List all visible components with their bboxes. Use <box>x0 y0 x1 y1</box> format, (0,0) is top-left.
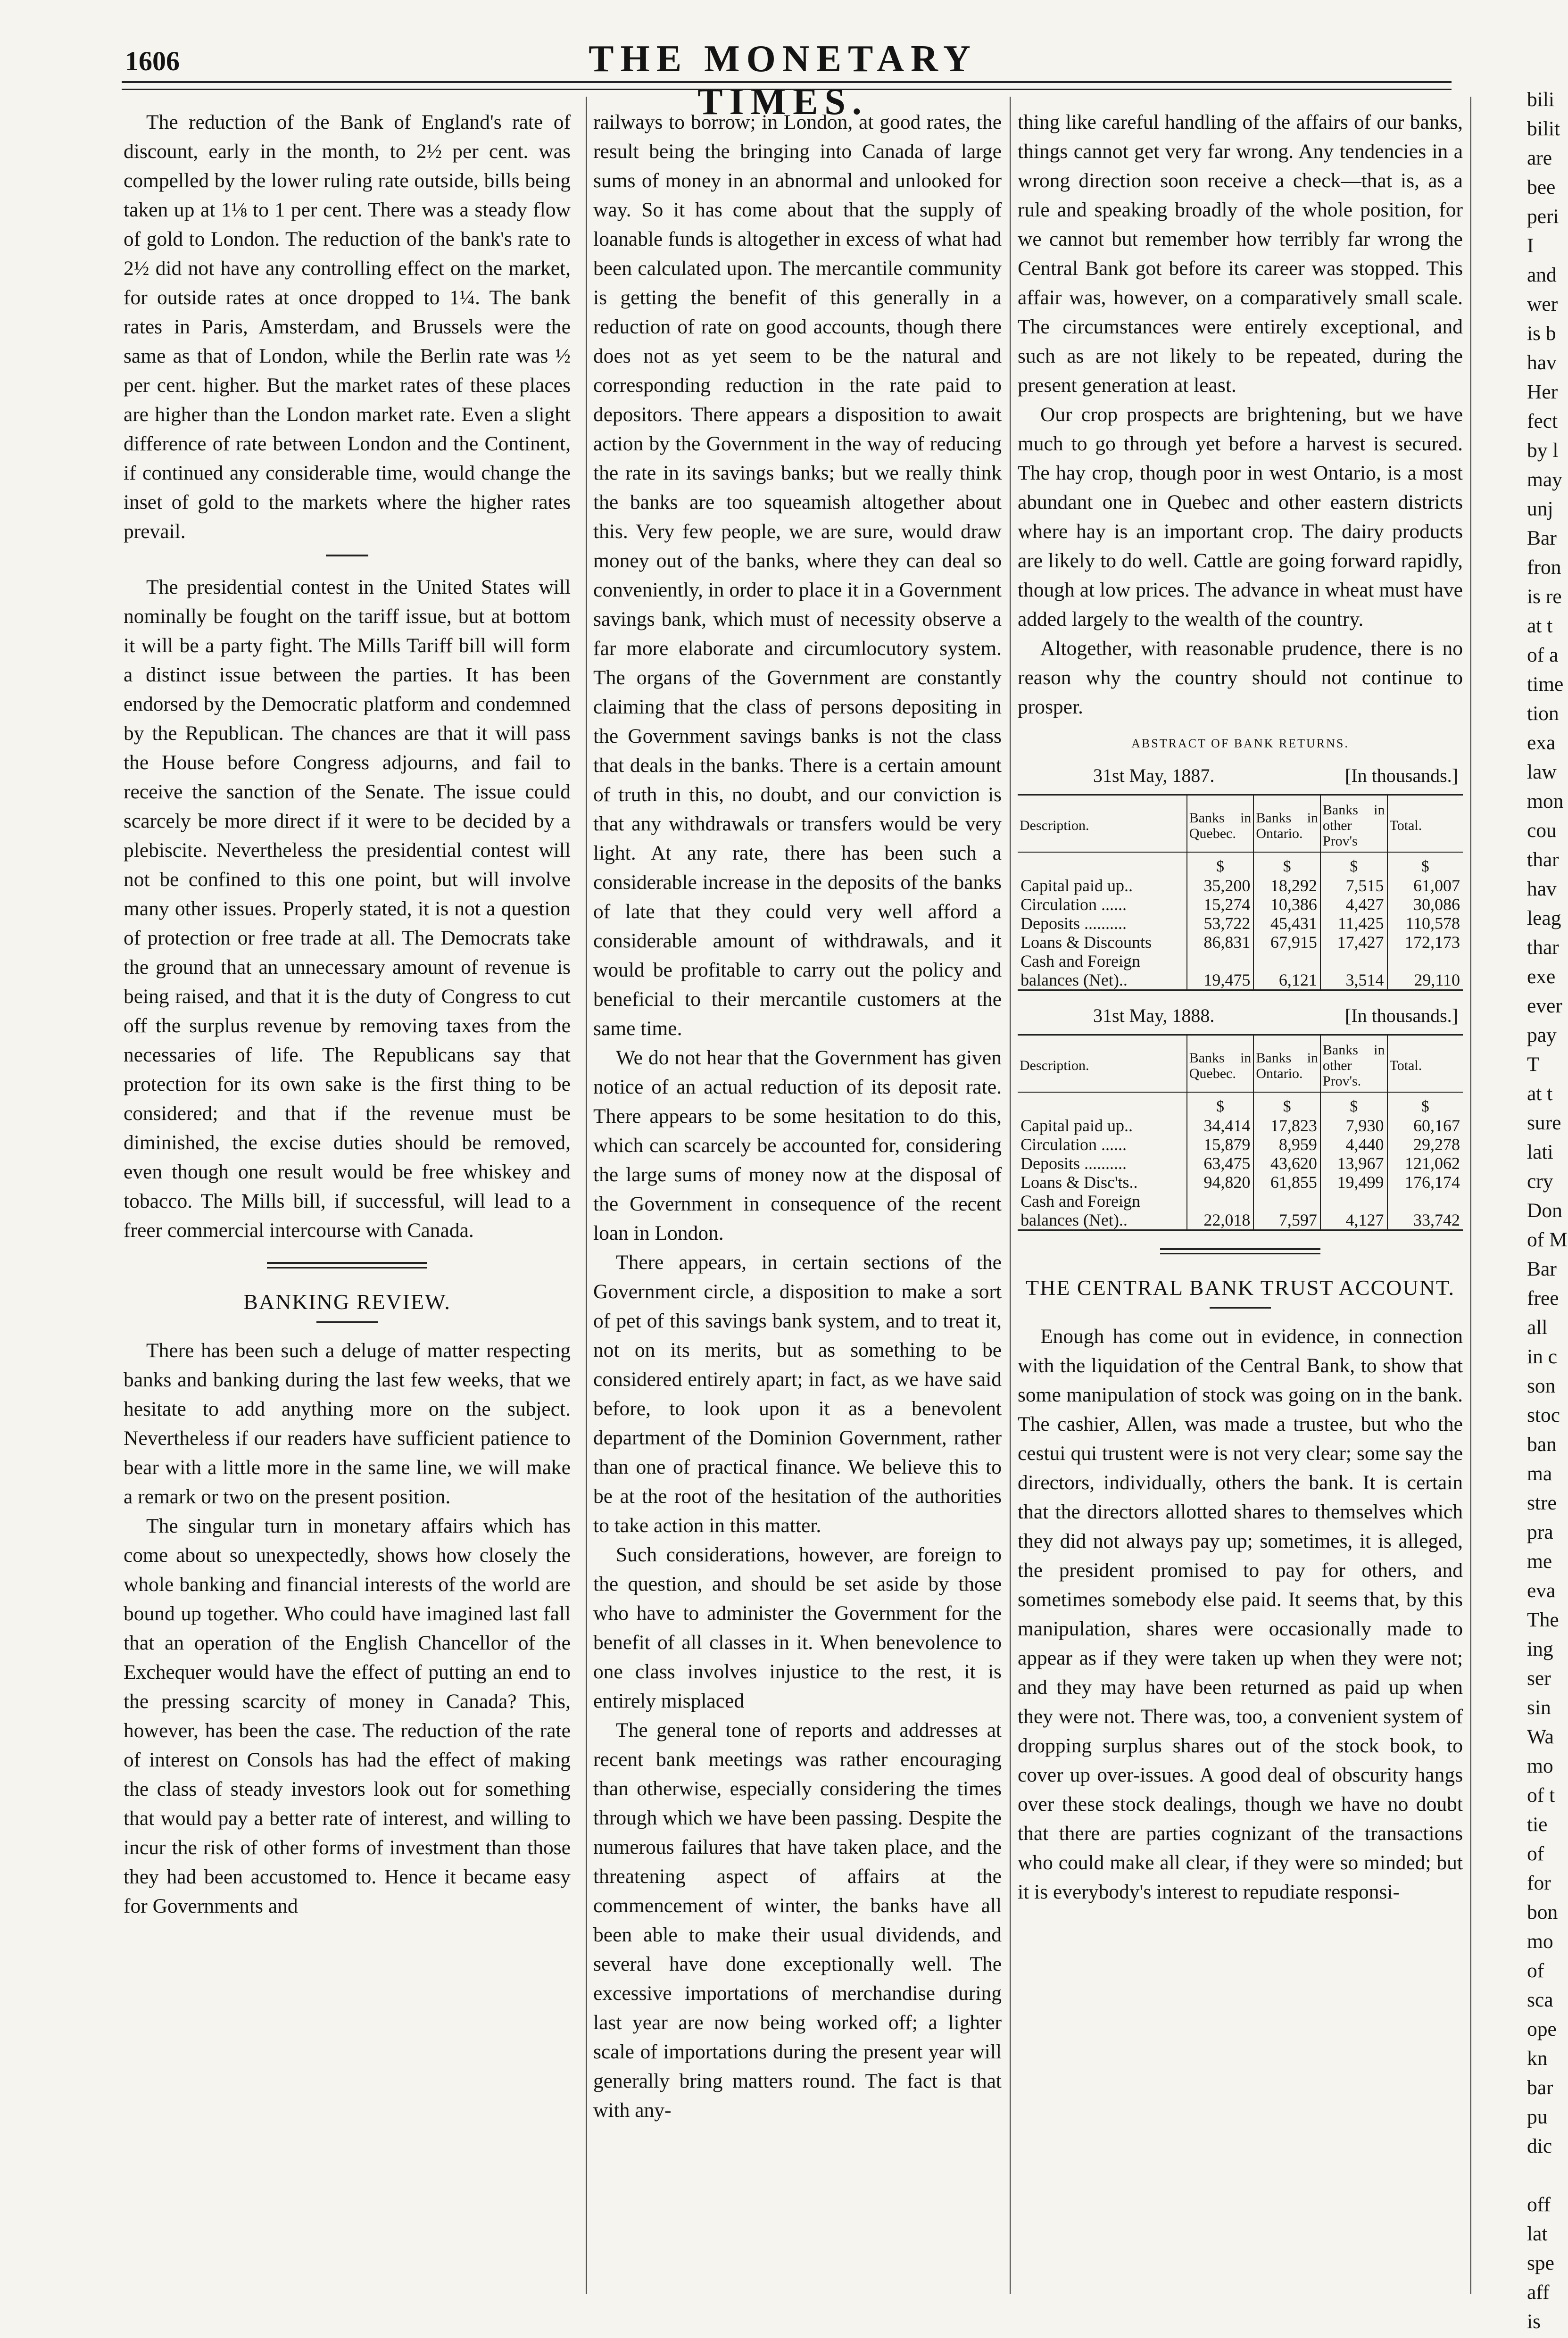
table-caption <box>1018 761 1463 790</box>
currency-sign: $ <box>1187 852 1254 876</box>
margin-fragment: bee <box>1527 176 1556 199</box>
margin-fragment: Don <box>1527 1199 1562 1222</box>
column-1 <box>124 108 571 1921</box>
margin-fragment: at t <box>1527 614 1553 637</box>
table-row: Circulation ...... 15,274 10,386 4,427 30,086 <box>1018 895 1463 914</box>
margin-fragment: law <box>1527 761 1557 783</box>
masthead: THE MONETARY TIMES. <box>589 38 977 123</box>
column-header: Total. <box>1387 1035 1463 1093</box>
column-header: Description. <box>1018 1035 1187 1093</box>
margin-fragment <box>1527 2161 1568 2190</box>
margin-fragment: T <box>1527 1053 1540 1076</box>
margin-fragment: tion <box>1527 702 1559 725</box>
table-row: Deposits .......... 63,475 43,620 13,967 121,062 <box>1018 1154 1463 1173</box>
header-rule-top <box>122 81 1452 83</box>
margin-fragment: free <box>1527 1287 1559 1310</box>
margin-fragment: are <box>1527 147 1552 169</box>
margin-fragment: Her <box>1527 381 1558 403</box>
table-row: Loans & Discounts 86,831 67,915 17,427 172,173 <box>1018 933 1463 952</box>
margin-fragment: cry <box>1527 1170 1553 1193</box>
margin-fragment: son <box>1527 1375 1556 1397</box>
margin-fragment: mo <box>1527 1755 1553 1777</box>
margin-fragment: lati <box>1527 1141 1553 1163</box>
column-rule-3 <box>1470 97 1471 2294</box>
section-separator <box>326 555 368 556</box>
column-header: Banks in other Prov's <box>1320 795 1387 853</box>
paragraph: The reduction of the Bank of England's rate of discount, early in the month, to 2½ per cent. was compelled by the lower ruling rate outside, bills being taken up at 1⅛ to 1 per cent. There was a steady flow of gold to London. The reduction of the bank's rate to 2½ did not have any controlling effect on the market, for outside rates at once dropped to 1¼. The bank rates in Paris, Amsterdam, and Brussels were the same as that of London, while the Berlin rate was ½ per cent. higher. But the market rates of these places are higher than the London market rate. Even a slight difference of rate between London and the Continent, if continued any considerable time, would change the inset of gold to the markets where the higher rates prevail. <box>124 111 571 543</box>
margin-fragment: sin <box>1527 1696 1551 1719</box>
margin-fragment: ban <box>1527 1433 1557 1456</box>
margin-fragment: cou <box>1527 819 1557 842</box>
abstract-title: ABSTRACT OF BANK RETURNS. <box>1131 737 1349 750</box>
margin-fragment: dic <box>1527 2135 1552 2157</box>
table-date: 31st May, 1888. <box>1093 1005 1215 1026</box>
margin-fragment: I <box>1527 234 1534 257</box>
bank-returns-table-1887 <box>1018 794 1463 991</box>
margin-fragment: exa <box>1527 731 1556 754</box>
paragraph: The singular turn in monetary affairs which has come about so unexpectedly, shows how closely the whole banking and financial interests of the world are bound up together. Who could have imagined last fall that an operation of the English Chancellor of the Exchequer would have the effect of putting an end to the pressing scarcity of money in Canada? This, however, has been the case. The reduction of the rate of interest on Consols has had the effect of making the class of steady investors look out for something that would pay a better rate of interest, and willing to incur the risk of other forms of investment than those they had been accustomed to. Hence it became easy for Governments and <box>124 1515 571 1917</box>
table-date: 31st May, 1887. <box>1093 765 1215 786</box>
margin-fragment: pu <box>1527 2106 1548 2128</box>
currency-sign: $ <box>1387 852 1463 876</box>
currency-sign: $ <box>1320 852 1387 876</box>
margin-fragment: bon <box>1527 1901 1558 1923</box>
margin-fragment: for <box>1527 1872 1551 1894</box>
page-header <box>0 0 1568 123</box>
double-rule <box>1160 1248 1320 1254</box>
margin-fragment: of a <box>1527 644 1559 666</box>
currency-sign: $ <box>1253 1092 1320 1116</box>
margin-fragment: lat <box>1527 2222 1548 2245</box>
margin-fragment: fect <box>1527 410 1558 432</box>
paragraph: The general tone of reports and addresses at recent bank meetings was rather encouraging than otherwise, especially considering the times through which we have been passing. Despite the numerous failures that have taken place, and the threatening aspect of affairs at the commencement of winter, the banks have all been able to make their usual dividends, and several have done exceptionally well. The excessive importations of merchandise during last year are now being worked off; a lighter scale of importations during the present year will generally bring matters round. The fact is that with any- <box>593 1719 1002 2122</box>
margin-fragment: unj <box>1527 497 1553 520</box>
margin-fragment: sure <box>1527 1111 1561 1134</box>
column-header: Banks in Ontario. <box>1253 795 1320 853</box>
margin-fragment: all <box>1527 1316 1548 1339</box>
double-rule <box>267 1262 427 1268</box>
paragraph: Such considerations, however, are foreign to the question, and should be set aside by those who have to administer the Government for the benefit of all classes in it. When benevolence to one class involves injustice to the rest, it is entirely misplaced <box>593 1543 1002 1712</box>
margin-fragment: at t <box>1527 1082 1553 1105</box>
currency-row <box>1018 1092 1463 1116</box>
margin-fragment: ma <box>1527 1462 1552 1485</box>
column-header: Description. <box>1018 795 1187 853</box>
margin-fragment: sca <box>1527 1989 1553 2011</box>
currency-sign: $ <box>1253 852 1320 876</box>
paragraph: The presidential contest in the United States will nominally be fought on the tariff issue, but at bottom it will be a party fight. The Mills Tariff bill will form a distinct issue between the parties. It has been endorsed by the Democratic platform and condemned by the Republican. The chances are that it will pass the House before Congress adjourns, and fail to receive the sanction of the Senate. The issue could scarcely be more direct if it were to be decided by a plebiscite. Nevertheless the presidential contest will not be confined to this one point, but will involve many other issues. Properly stated, it is not a question of protection or free trade at all. The Democrats take the ground that an unnecessary amount of revenue is being raised, and that it is the duty of Congress to cut off the surplus revenue by removing taxes from the necessaries of life. The Republicans say that protection for its own sake is the first thing to be considered; and that if the revenue must be diminished, the excise duties should be removed, even though one result would be free whiskey and tobacco. The Mills bill, if successful, will lead to a freer commercial intercourse with Canada. <box>124 576 571 1242</box>
margin-fragment: time <box>1527 673 1564 696</box>
paragraph: thing like careful handling of the affairs of our banks, things cannot get very far wrong. Any tendencies in a wrong direction soon receive a check—that is, as a rule and speaking broadly of the whole position, for we cannot but remember how terribly far wrong the Central Bank got before its career was stopped. This affair was, however, on a comparatively small scale. The circumstances were entirely exceptional, and such as are not likely to be repeated, during the present generation at least. <box>1018 111 1463 397</box>
paragraph: We do not hear that the Government has given notice of an actual reduction of its deposit rate. There appears to be some hesitation to do this, which can scarcely be accounted for, considering the large sums of money now at the disposal of the Government in consequence of the recent loan in London. <box>593 1046 1002 1244</box>
margin-fragment: ser <box>1527 1667 1551 1690</box>
column-header: Banks in Quebec. <box>1187 795 1254 853</box>
margin-fragment: is <box>1527 2310 1541 2333</box>
table-row: balances (Net).. 19,475 6,121 3,514 29,110 <box>1018 970 1463 990</box>
heading-separator <box>316 1321 378 1323</box>
margin-fragment: pay <box>1527 1024 1557 1046</box>
column-header: Total. <box>1387 795 1463 853</box>
margin-fragment: thar <box>1527 848 1559 871</box>
column-header: Banks in Quebec. <box>1187 1035 1254 1093</box>
margin-fragment: me <box>1527 1550 1552 1573</box>
margin-fragment: Wa <box>1527 1725 1554 1748</box>
margin-fragment: eva <box>1527 1579 1556 1602</box>
margin-fragment: in c <box>1527 1345 1558 1368</box>
currency-sign: $ <box>1387 1092 1463 1116</box>
column-rule-1 <box>586 97 587 2294</box>
column-2 <box>593 108 1002 2125</box>
bank-returns-table-1888 <box>1018 1034 1463 1231</box>
column-3 <box>1018 108 1463 1907</box>
margin-fragment: spe <box>1527 2252 1554 2274</box>
margin-fragment: tie <box>1527 1813 1548 1836</box>
paragraph: Our crop prospects are brightening, but we have much to go through yet before a harvest is secured. The hay crop, though poor in west Ontario, is a most abundant one in Quebec and other eastern districts where hay is an important crop. The dairy products are likely to do well. Cattle are going forward rapidly, though at low prices. The advance in wheat must have added largely to the wealth of the country. <box>1018 403 1463 630</box>
margin-fragment: Bar <box>1527 1258 1557 1280</box>
table-caption <box>1018 1001 1463 1030</box>
margin-fragment: of t <box>1527 1784 1555 1807</box>
margin-fragment: thar <box>1527 936 1559 959</box>
margin-fragment: mo <box>1527 1930 1553 1953</box>
margin-fragment: and <box>1527 264 1557 286</box>
column-header: Banks in Ontario. <box>1253 1035 1320 1093</box>
margin-fragment: stre <box>1527 1492 1557 1514</box>
table-unit: [In thousands.] <box>1345 765 1458 786</box>
margin-fragment: of M <box>1527 1228 1568 1251</box>
table-row: Deposits .......... 53,722 45,431 11,425 110,578 <box>1018 914 1463 933</box>
margin-fragment: leag <box>1527 907 1561 929</box>
margin-fragment: ope <box>1527 2018 1557 2040</box>
page-number: 1606 <box>125 46 180 76</box>
paragraph: Altogether, with reasonable prudence, there is no reason why the country should not continue to prosper. <box>1018 637 1463 718</box>
margin-fragment: mon <box>1527 790 1564 812</box>
margin-fragment: off <box>1527 2193 1551 2216</box>
margin-fragment: hav <box>1527 878 1557 900</box>
table-unit: [In thousands.] <box>1345 1005 1458 1026</box>
margin-fragment: wer <box>1527 293 1558 315</box>
margin-fragment: is re <box>1527 585 1562 608</box>
cropped-next-page-column <box>1527 85 1568 2336</box>
margin-fragment: by l <box>1527 439 1559 462</box>
margin-fragment: exe <box>1527 965 1556 988</box>
margin-fragment: fron <box>1527 556 1561 579</box>
paragraph: There has been such a deluge of matter respecting banks and banking during the last few weeks, that we hesitate to add anything more on the subject. Nevertheless if our readers have sufficient patience to bear with a little more in the same line, we will make a remark or two on the present position. <box>124 1339 571 1508</box>
margin-fragment: may <box>1527 468 1562 491</box>
margin-fragment: bilit <box>1527 117 1560 140</box>
margin-fragment: stoc <box>1527 1404 1560 1426</box>
column-rule-2 <box>1010 97 1011 2294</box>
table-header-row <box>1018 795 1463 853</box>
margin-fragment: bar <box>1527 2076 1553 2099</box>
margin-fragment: aff <box>1527 2281 1550 2304</box>
currency-sign: $ <box>1187 1092 1254 1116</box>
margin-fragment: ing <box>1527 1638 1553 1660</box>
margin-fragment: is b <box>1527 322 1556 345</box>
margin-fragment: ever <box>1527 995 1562 1017</box>
paragraph: There appears, in certain sections of the Government circle, a disposition to make a sort of pet of this savings bank system, and to treat it, not on its merits, but as something to be considered entirely apart; in fact, as we have said before, to look upon it as a benevolent department of the Dominion Government, rather than one of practical finance. We believe this to be at the root of the hesitation of the authorities to take action in this matter. <box>593 1251 1002 1537</box>
table-row: Capital paid up.. 34,414 17,823 7,930 60,167 <box>1018 1116 1463 1135</box>
table-row: Cash and Foreign <box>1018 1192 1463 1210</box>
margin-fragment: kn <box>1527 2047 1548 2070</box>
currency-sign: $ <box>1320 1092 1387 1116</box>
margin-fragment: hav <box>1527 351 1557 374</box>
margin-fragment: pra <box>1527 1521 1553 1543</box>
margin-fragment: of <box>1527 1959 1544 1982</box>
section-heading-central-bank: THE CENTRAL BANK TRUST ACCOUNT. <box>1025 1276 1455 1300</box>
paragraph: Enough has come out in evidence, in connection with the liquidation of the Central Bank, to show that some manipulation of stock was going on in the bank. The cashier, Allen, was made a trustee, but who the cestui qui trustent were is not very clear; some say the directors, individually, others the bank. It is certain that the directors allotted shares to themselves which they did not always pay up; sometimes, it is alleged, the president promised to pay for others, and sometimes somebody else paid. It seems that, by this manipulation, shares were occasionally made to appear as if they were taken up when they were not; and they may have been returned as paid up when they were not. There was, too, a convenient system of dropping surplus shares out of the stock book, to cover up over-issues. A good deal of obscurity hangs over these stock dealings, though we have no doubt that there are parties cognizant of the transactions who could make all clear, if they were so minded; but it is everybody's interest to repudiate responsi- <box>1018 1325 1463 1903</box>
section-heading-banking-review: BANKING REVIEW. <box>243 1290 451 1314</box>
column-header: Banks in other Prov's. <box>1320 1035 1387 1093</box>
currency-row <box>1018 852 1463 876</box>
margin-fragment: of <box>1527 1842 1544 1865</box>
margin-fragment: peri <box>1527 205 1559 228</box>
margin-fragment: The <box>1527 1608 1559 1631</box>
margin-fragment: Bar <box>1527 527 1557 549</box>
table-header-row <box>1018 1035 1463 1093</box>
table-row: balances (Net).. 22,018 7,597 4,127 33,742 <box>1018 1210 1463 1230</box>
header-rule-bottom <box>122 89 1452 90</box>
table-row: Capital paid up.. 35,200 18,292 7,515 61,007 <box>1018 876 1463 895</box>
paragraph: railways to borrow; in London, at good rates, the result being the bringing into Canada of large sums of money in an abnormal and unlooked for way. So it has come about that the supply of loanable funds is altogether in excess of what had been calculated upon. The mercantile community is getting the benefit of this generally in a reduction of rate on good accounts, though there does not as yet seem to be the natural and corresponding reduction in the rate paid to depositors. There appears a disposition to await action by the Government in the way of reducing the rate in its savings banks; but we really think the banks are too squeamish altogether about this. Very few people, we are sure, would draw money out of the banks, where they can deal so conveniently, in order to place it in a Government savings bank, which must of necessity observe a far more elaborate and circumlocutory system. The organs of the Government are constantly claiming that the class of persons depositing in the Government savings banks is not the class that deals in the banks. There is a certain amount of truth in this, no doubt, and our conviction is that any withdrawals or transfers would be very light. At any rate, there has been such a considerable increase in the deposits of the banks of late that they could very well afford a considerable amount of withdrawals, and it would be profitable to carry out the policy and beneficial to their mercantile customers at the same time. <box>593 111 1002 1040</box>
table-row: Loans & Disc'ts.. 94,820 61,855 19,499 176,174 <box>1018 1173 1463 1192</box>
table-row: Cash and Foreign <box>1018 952 1463 970</box>
margin-fragment: bili <box>1527 88 1555 111</box>
table-row: Circulation ...... 15,879 8,959 4,440 29,278 <box>1018 1135 1463 1154</box>
heading-separator <box>1210 1307 1271 1309</box>
